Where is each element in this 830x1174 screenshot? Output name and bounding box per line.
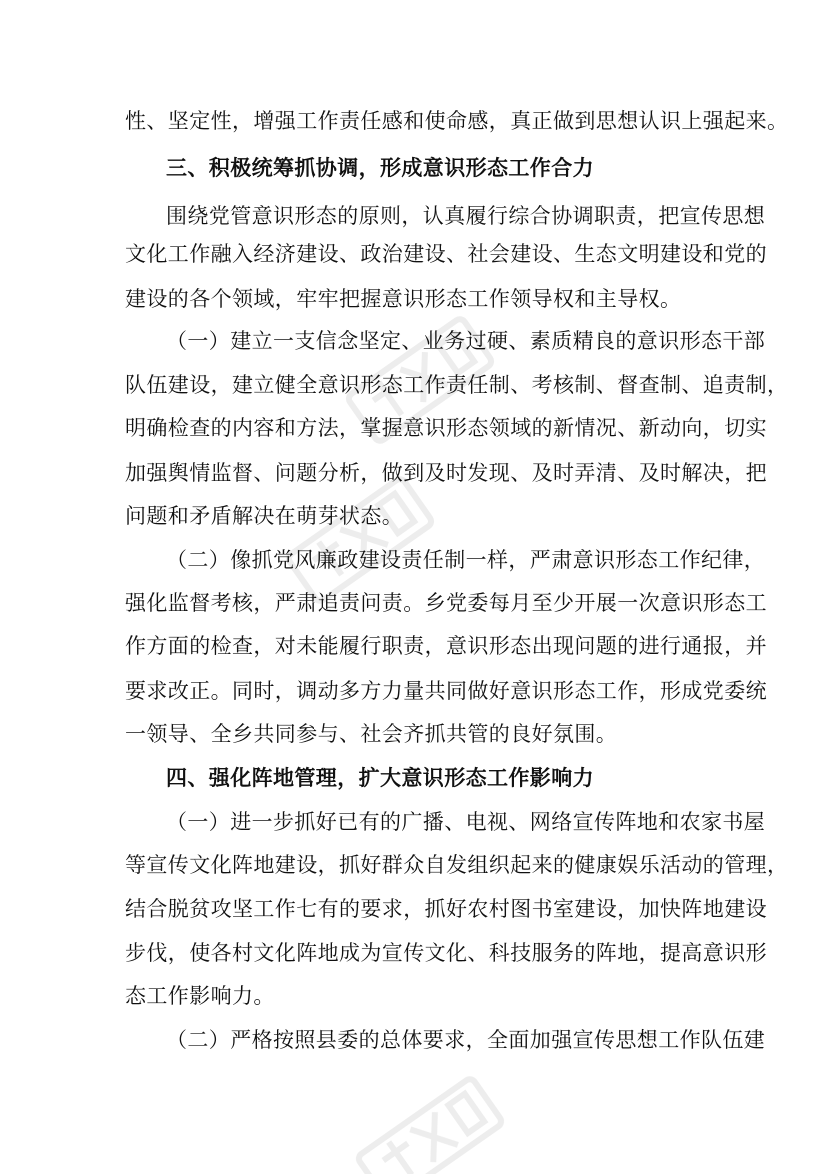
body-line: 一领导、全乡共同参与、社会齐抓共管的良好氛围。 [125,722,618,746]
body-line: 建设的各个领域，牢牢把握意识形态工作领导权和主导权。 [125,287,682,311]
body-line: 问题和矛盾解决在萌芽状态。 [125,504,404,528]
section-heading-4: 四、强化阵地管理，扩大意识形态工作影响力 [166,765,594,790]
body-line: 明确检查的内容和方法，掌握意识形态领域的新情况、新动向，切实 [125,416,767,440]
body-line: 性、坚定性，增强工作责任感和使命感，真正做到思想认识上强起来。 [125,109,789,133]
body-line: 围绕党管意识形态的原则，认真履行综合协调职责，把宣传思想 [166,204,766,228]
body-line: （一）建立一支信念坚定、业务过硬、素质精良的意识形态干部 [166,329,766,353]
body-line: 结合脱贫攻坚工作七有的要求，抓好农村图书室建设，加快阵地建设 [125,897,767,921]
body-line: 要求改正。同时，调动多方力量共同做好意识形态工作，形成党委统 [125,679,767,703]
body-line: （一）进一步抓好已有的广播、电视、网络宣传阵地和农家书屋 [166,810,766,834]
body-line: 加强舆情监督、问题分析，做到及时发现、及时弄清、及时解决，把 [125,461,767,485]
body-line: 作方面的检查，对未能履行职责，意识形态出现问题的进行通报，并 [125,634,767,658]
body-line: 强化监督考核，严肃追责问责。乡党委每月至少开展一次意识形态工 [125,591,767,615]
body-line: 等宣传文化阵地建设，抓好群众自发组织起来的健康娱乐活动的管理， [125,853,789,877]
body-line: （二）严格按照县委的总体要求，全面加强宣传思想工作队伍建 [166,1028,766,1052]
body-line: 步伐，使各村文化阵地成为宣传文化、科技服务的阵地，提高意识形 [125,941,767,965]
section-heading-3: 三、积极统筹抓协调，形成意识形态工作合力 [166,155,594,180]
body-line: （二）像抓党风廉政建设责任制一样，严肃意识形态工作纪律， [166,548,766,572]
body-line: 态工作影响力。 [125,984,275,1008]
body-line: 队伍建设，建立健全意识形态工作责任制、考核制、督查制、追责制， [125,373,789,397]
body-line: 文化工作融入经济建设、政治建设、社会建设、生态文明建设和党的 [125,242,767,266]
